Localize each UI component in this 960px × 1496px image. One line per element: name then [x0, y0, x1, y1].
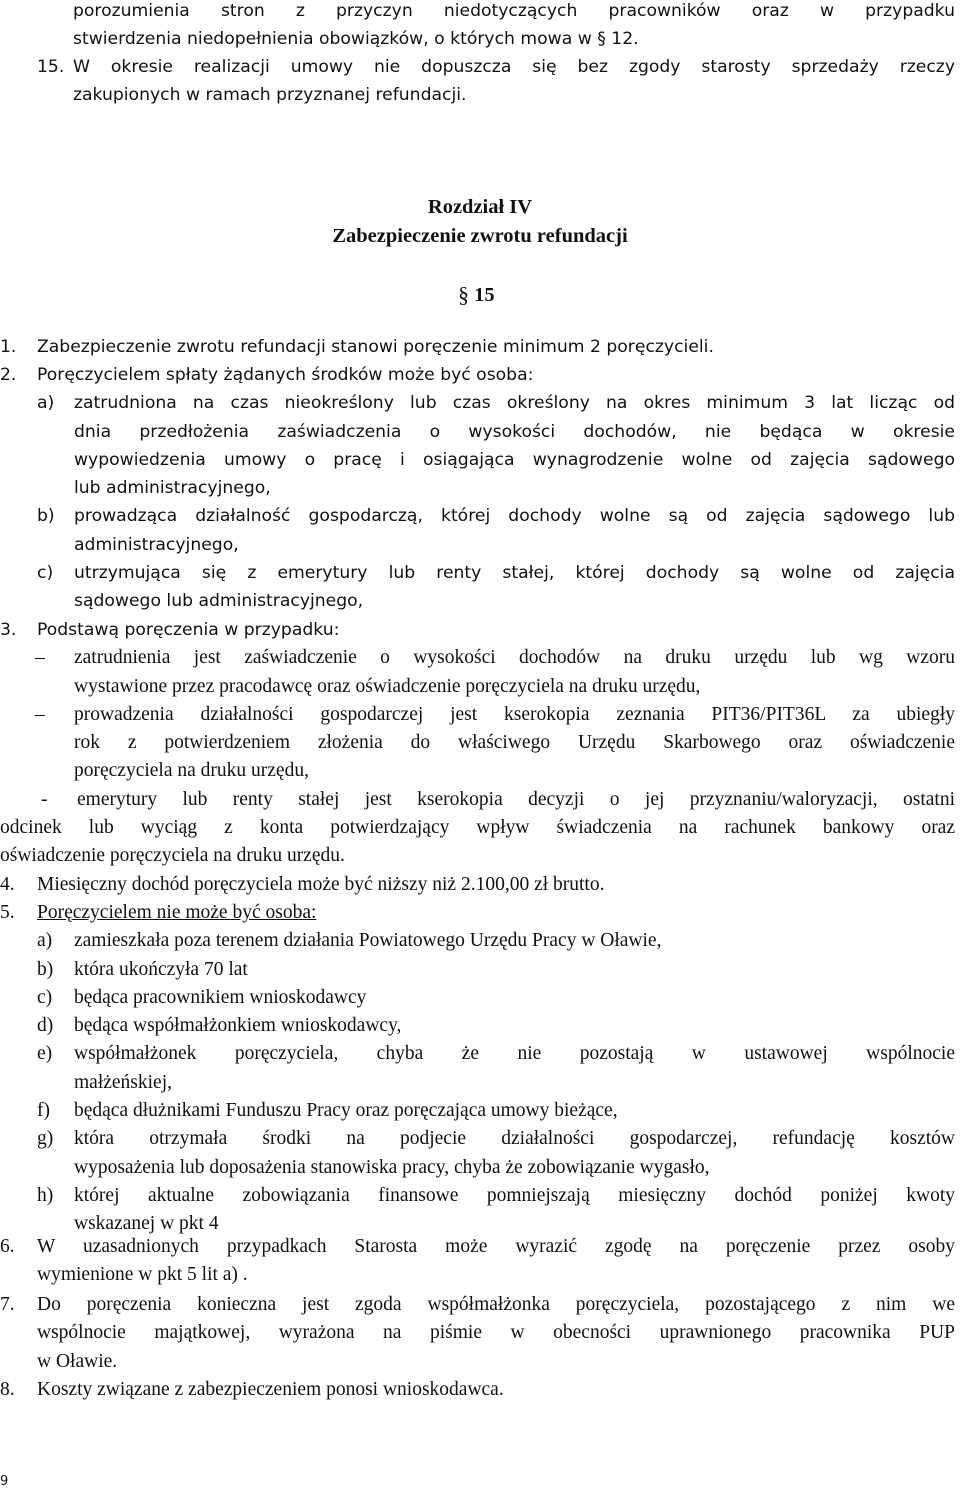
point-number: 5.: [0, 902, 15, 923]
sub-item-c: [0, 984, 955, 1012]
sub-item-label: f): [37, 1100, 50, 1122]
chapter-title: Rozdział IV: [427, 196, 533, 218]
text-line: wypowiedzenia umowy o pracę i osiągająca wynagrodzenie wolne od zajęcia sądowego: [74, 449, 955, 470]
text-line: będąca pracownikiem wnioskodawcy: [74, 986, 367, 1008]
point-number: 2.: [0, 365, 17, 385]
text-line: prowadząca działalność gospodarczą, której dochody wolne są od zajęcia sądowego lub: [74, 506, 955, 527]
section-number: 15: [474, 284, 495, 306]
sub-item-label: h): [37, 1184, 54, 1206]
sub-item-label: e): [37, 1043, 53, 1065]
sub-item-label: b): [37, 506, 55, 527]
sub-item-h: [0, 1182, 955, 1239]
text-line: w Oławie.: [37, 1350, 118, 1372]
sub-item-label: c): [37, 986, 53, 1008]
section-sign: §: [458, 282, 469, 307]
sub-item-a: [0, 389, 955, 502]
point-number: 8.: [0, 1379, 15, 1400]
text-line: wspólnocie majątkowej, wyrażona na piśmie w obecności uprawnionego pracownika PUP: [37, 1322, 955, 1344]
chapter-subtitle: Zabezpieczenie zwrotu refundacji: [332, 225, 628, 247]
text-line: oświadczenie poręczyciela na druku urzędu.: [0, 845, 345, 867]
sub-item-label: g): [37, 1128, 54, 1150]
dash-marker: –: [35, 647, 45, 669]
text-line: zatrudniona na czas nieokreślony lub czas określony na okres minimum 3 lat licząc od: [74, 393, 955, 414]
sub-item-c: [0, 559, 955, 616]
point-1: [0, 333, 955, 361]
sub-item-a: [0, 927, 955, 955]
text-line: wyposażenia lub doposażenia stanowiska pracy, chyba że zobowiązanie wygasło,: [74, 1156, 710, 1178]
text-line: której aktualne zobowiązania finansowe pomniejszają miesięczny dochód poniżej kwoty: [74, 1184, 955, 1206]
text-line: sądowego lub administracyjnego,: [74, 591, 364, 612]
text-line: która otrzymała środki na podjecie działalności gospodarczej, refundację kosztów: [74, 1128, 955, 1150]
text-line: odcinek lub wyciąg z konta potwierdzający wpływ świadczenia na rachunek bankowy oraz: [0, 817, 955, 839]
point-15: [37, 53, 955, 110]
point-3: [0, 616, 955, 871]
text-line: porozumienia stron z przyczyn niedotyczących pracowników oraz w przypadku: [73, 1, 955, 21]
point-number: 7.: [0, 1294, 15, 1315]
text-line: zakupionych w ramach przyznanej refundacji.: [73, 85, 467, 106]
text-line: poręczyciela na druku urzędu,: [74, 760, 309, 782]
sub-item-label: a): [37, 930, 53, 952]
text-line: W okresie realizacji umowy nie dopuszcza się bez zgody starosty sprzedaży rzeczy: [73, 57, 955, 77]
sub-item-f: [0, 1097, 955, 1125]
section-heading: [458, 280, 495, 309]
dash-item-business: [0, 701, 955, 786]
sub-item-b: [0, 502, 955, 559]
sub-item-label: d): [37, 1015, 54, 1037]
point-5: [0, 899, 955, 1239]
text-line: wskazanej w pkt 4: [74, 1213, 219, 1235]
continuation-paragraph: [73, 0, 955, 54]
sub-item-label: a): [37, 393, 55, 414]
text-line: emerytury lub renty stałej jest kserokopia decyzji o jej przyznaniu/waloryzacji, ostatni: [77, 788, 955, 810]
point-7: [0, 1291, 955, 1376]
point-text: Koszty związane z zabezpieczeniem ponosi wnioskodawca.: [37, 1379, 504, 1400]
text-line: Do poręczenia konieczna jest zgoda współmałżonka poręczyciela, pozostającego z nim we: [37, 1294, 955, 1315]
text-line: prowadzenia działalności gospodarczej jest kserokopia zeznania PIT36/PIT36L za ubiegły: [74, 703, 955, 725]
point-intro: Podstawą poręczenia w przypadku:: [37, 620, 340, 640]
text-line: zamieszkała poza terenem działania Powiatowego Urzędu Pracy w Oławie,: [74, 930, 662, 952]
point-2: [0, 361, 955, 616]
text-line: która ukończyła 70 lat: [74, 958, 248, 980]
point-6: [0, 1233, 955, 1290]
text-line: lub administracyjnego,: [74, 478, 271, 499]
dash-marker: –: [35, 703, 45, 725]
text-line: będąca współmałżonkiem wnioskodawcy,: [74, 1015, 402, 1037]
text-line: W uzasadnionych przypadkach Starosta może wyrazić zgodę na poręczenie przez osoby: [37, 1236, 955, 1257]
text-line: stwierdzenia niedopełnienia obowiązków, o których mowa w § 12.: [73, 29, 639, 50]
text-line: współmałżonek poręczyciela, chyba że nie pozostają w ustawowej wspólnocie: [74, 1043, 955, 1065]
point-4: [0, 871, 955, 899]
point-8: [0, 1376, 955, 1404]
dash-item-employment: [0, 644, 955, 701]
point-number: 1.: [0, 337, 17, 357]
sub-item-d: [0, 1012, 955, 1040]
point-number: 3.: [0, 620, 17, 640]
point-number: 6.: [0, 1236, 15, 1257]
text-line: wystawione przez pracodawcę oraz oświadczenie poręczyciela na druku urzędu,: [74, 675, 701, 697]
text-line: małżeńskiej,: [74, 1071, 173, 1093]
sub-item-b: [0, 956, 955, 984]
point-number: 4.: [0, 874, 15, 895]
point-intro: Poręczycielem spłaty żądanych środków może być osoba:: [37, 365, 534, 385]
point-number: 15.: [37, 57, 65, 77]
text-line: będąca dłużnikami Funduszu Pracy oraz poręczająca umowy bieżące,: [74, 1100, 618, 1122]
sub-item-label: c): [37, 563, 54, 584]
point-intro: Poręczycielem nie może być osoba:: [37, 902, 317, 923]
text-line: rok z potwierdzeniem złożenia do właściwego Urzędu Skarbowego oraz oświadczenie: [74, 732, 955, 754]
point-text: Zabezpieczenie zwrotu refundacji stanowi poręczenie minimum 2 poręczycieli.: [37, 337, 714, 357]
dash-marker: -: [41, 788, 48, 810]
sub-item-label: b): [37, 958, 54, 980]
point-text: Miesięczny dochód poręczyciela może być niższy niż 2.100,00 zł brutto.: [37, 874, 605, 895]
page-number: 9: [0, 1474, 9, 1489]
sub-item-g: [0, 1125, 955, 1182]
sub-item-e: [0, 1040, 955, 1097]
dash-item-pension: [0, 786, 955, 871]
text-line: dnia przedłożenia zaświadczenia o wysokości dochodów, nie będąca w okresie: [74, 421, 955, 442]
text-line: utrzymująca się z emerytury lub renty stałej, której dochody są wolne od zajęcia: [74, 563, 955, 584]
text-line: wymienione w pkt 5 lit a) .: [37, 1264, 248, 1286]
text-line: zatrudnienia jest zaświadczenie o wysokości dochodów na druku urzędu lub wg wzoru: [74, 647, 955, 669]
text-line: administracyjnego,: [74, 534, 239, 555]
